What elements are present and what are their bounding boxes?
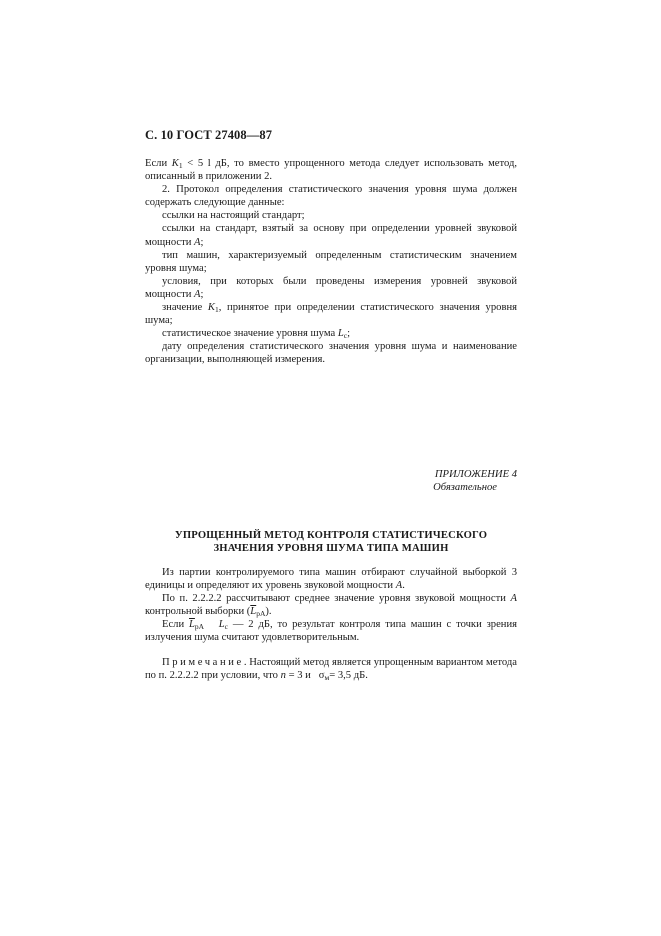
note-label: Примечание: [162, 657, 244, 668]
section-title: УПРОЩЕННЫЙ МЕТОД КОНТРОЛЯ СТАТИСТИЧЕСКОГО ЗНАЧЕНИЯ УРОВНЯ ШУМА ТИПА МАШИН: [174, 530, 488, 555]
list-item: дату определения статистического значения уровня шума и наименование организации, выполняющей измерения.: [145, 341, 517, 366]
list-item: статистическое значение уровня шума $L_c$;: [162, 328, 351, 341]
paragraph-sampling: Из партии контролируемого типа машин отбирают случайной выборкой 3 единицы и определяют их уровень звуковой мощности А.: [145, 567, 517, 592]
list-item: ссылки на настоящий стандарт;: [162, 210, 305, 222]
page-header: С. 10 ГОСТ 27408—87: [145, 128, 273, 142]
list-item: тип машин, характеризуемый определенным статистическим значением уровня шума;: [145, 249, 517, 274]
paragraph-protocol: 2. Протокол определения статистического значения уровня шума должен содержать следующие данные:: [145, 184, 517, 209]
appendix-label: [433, 468, 517, 494]
paragraph-result: Если $\overline{L}_{pA}$ $L_c$ — 2 дБ, то результат контроля типа машин с точки зрения излучения шума считают удовлетворительным.: [145, 619, 518, 644]
paragraph-k1-condition: Если $K_1 < 5$ l дБ, то вместо упрощенного метода следует использовать метод, описанный в приложении 2.: [145, 158, 517, 183]
appendix-title: ПРИЛОЖЕНИЕ 4: [434, 469, 517, 480]
list-item: значение $K_1$, принятое при определении статистического значения уровня шума;: [145, 302, 517, 327]
note-paragraph: Примечание. Настоящий метод является упрощенным вариантом метода по п. 2.2.2.2 при условии, что n = 3 и $\sigma_м= 3,5$ дБ.: [145, 657, 517, 683]
note-section: [145, 656, 517, 682]
paragraph-mean-value: По п. 2.2.2.2 рассчитывают среднее значение уровня звуковой мощности А контрольной выборки $(\overline{L}_{pA})$.: [145, 593, 517, 619]
method-section: [145, 566, 517, 645]
appendix-status: Обязательное: [433, 482, 497, 493]
list-item: ссылки на стандарт, взятый за основу при определении уровней звуковой мощности А;: [145, 223, 517, 248]
list-item: условия, при которых были проведены измерения уровней звуковой мощности А;: [145, 275, 517, 300]
protocol-section: [145, 157, 517, 367]
